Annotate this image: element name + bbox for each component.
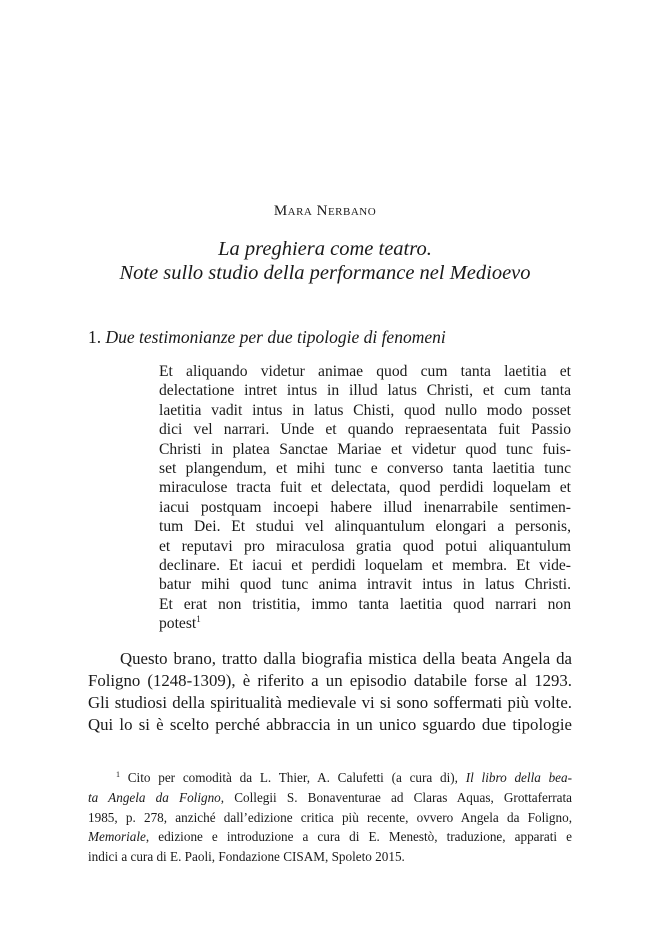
quote-last-line bbox=[159, 614, 571, 633]
quote-line: Et erat non tristitia, immo tanta laetitia quod narrari non bbox=[159, 595, 571, 613]
footnote-text: , edizione e introduzione a cura di E. Menestò, traduzione, apparati e bbox=[145, 829, 572, 845]
footnote-line: indici a cura di E. Paoli, Fondazione CISAM, Spoleto 2015. bbox=[88, 849, 405, 865]
footnote-line bbox=[88, 827, 572, 847]
quote-line: Et aliquando videtur animae quod cum tanta laetitia et bbox=[159, 363, 571, 380]
footnote-reference[interactable]: 1 bbox=[196, 614, 201, 625]
quote-line: Christi in platea Sanctae Mariae et videtur quod tunc fuis- bbox=[159, 440, 571, 458]
quote-line: set plangendum, et mihi tunc e converso tanta laetitia tunc bbox=[159, 459, 571, 477]
quote-line: tum Dei. Et studui vel alinquantulum elongari a personis, bbox=[159, 518, 571, 536]
quote-line: dici vel narrari. Unde et quando repraesentata fuit Passio bbox=[159, 421, 571, 439]
author-name: Mara Nerbano bbox=[273, 203, 377, 219]
footnote-line: 1985, p. 278, anziché dall’edizione critica più recente, ovvero Angela da Foligno, bbox=[88, 809, 572, 825]
quote-line: laetitia vadit intus in latus Chisti, quod nullo modo posset bbox=[159, 401, 571, 419]
body-line: Gli studiosi della spiritualità medievale vi si sono soffermati più volte. bbox=[88, 693, 572, 712]
body-line: Questo brano, tratto dalla biografia mistica della beata Angela da bbox=[120, 649, 572, 668]
section-title: Due testimonianze per due tipologie di fenomeni bbox=[105, 327, 446, 347]
quote-line: delectatione intret intus in illud latus Christi, et cum tanta bbox=[159, 382, 571, 400]
body-paragraph bbox=[88, 648, 572, 736]
article-title bbox=[0, 237, 650, 285]
footnote-book-title: ta Angela da Foligno bbox=[88, 789, 221, 805]
footnote-line bbox=[88, 768, 572, 788]
title-line-1: La preghiera come teatro. bbox=[218, 238, 432, 260]
footnote-text: , Collegii S. Bonaventurae ad Claras Aquas, Grottaferrata bbox=[220, 789, 572, 805]
body-line: Foligno (1248-1309), è riferito a un episodio databile forse al 1293. bbox=[88, 671, 572, 690]
quote-line: iacui postquam incoepi habere illud inenarrabile sentimen- bbox=[159, 498, 571, 516]
section-number: 1. bbox=[88, 327, 102, 347]
block-quote bbox=[159, 362, 571, 633]
quote-line: declinare. Et iacui et perdidi loquelam et membra. Et vide- bbox=[159, 556, 571, 574]
quote-line: batur mihi quod tunc anima intravit intus in latus Christi. bbox=[159, 576, 571, 594]
footnote-line bbox=[88, 788, 572, 808]
footnote-book-title: Il libro della bea- bbox=[465, 770, 572, 785]
title-line-2: Note sullo studio della performance nel Medioevo bbox=[119, 262, 531, 284]
quote-line: miraculose tracta fuit et delectata, quod perdidi loquelam et bbox=[159, 479, 571, 497]
footnote-text: Cito per comodità da L. Thier, A. Calufetti (a cura di), bbox=[127, 770, 466, 785]
footnote bbox=[88, 768, 572, 867]
quote-last-text: potest bbox=[159, 615, 197, 633]
footnote-book-title: Memoriale bbox=[88, 829, 146, 845]
body-line: Qui lo si è scelto perché abbraccia in un unico sguardo due tipologie bbox=[88, 715, 572, 734]
section-heading bbox=[88, 325, 588, 349]
footnote-marker: 1 bbox=[116, 770, 120, 779]
quote-line: et reputavi pro miraculosa gratia quod potui aliquantulum bbox=[159, 537, 571, 555]
